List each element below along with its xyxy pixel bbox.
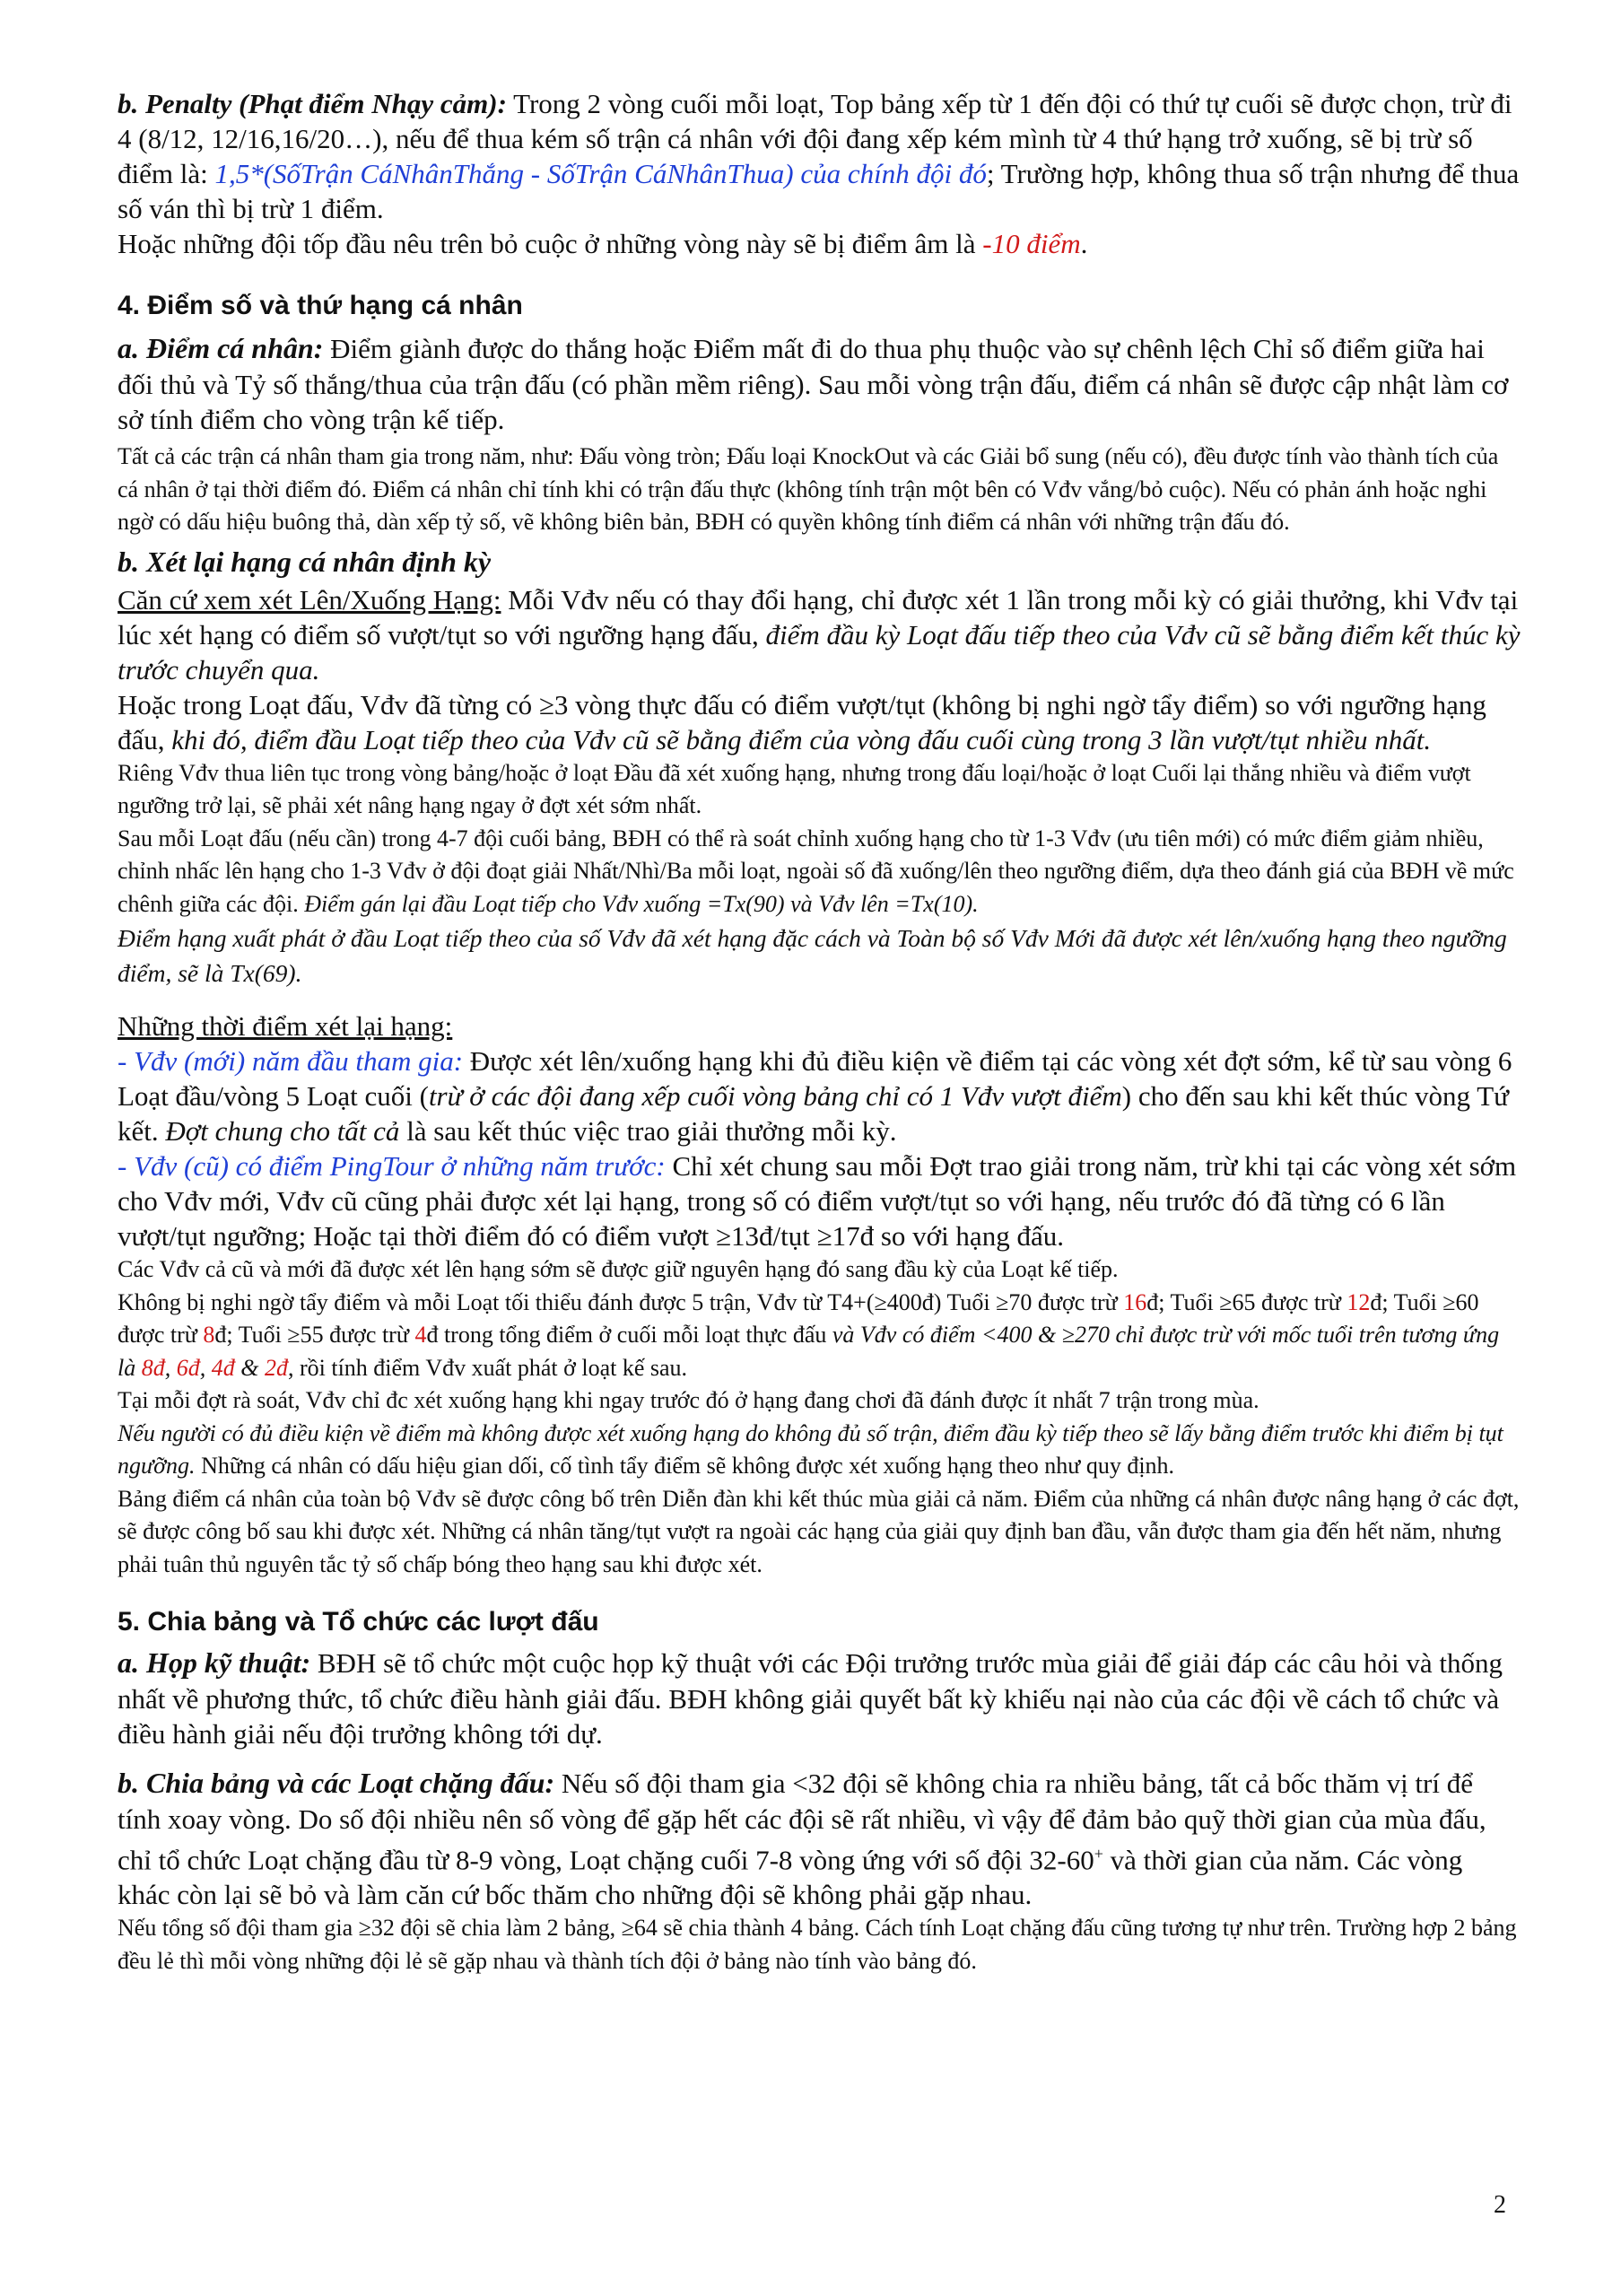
- publication-note: Bảng điểm cá nhân của toàn bộ Vđv sẽ được công bố trên Diễn đàn khi kết thúc mùa giải cả năm. Điểm của những cá nhân được nâng hạng ở các đợt, sẽ được công bố sau khi được xét. Những cá nhân tăng/tụt vượt ra ngoài các hạng của giải quy định ban đầu, vẫn được tham gia đến hết năm, nhưng phải tuân thủ nguyên tắc tỷ số chấp bóng theo hạng sau khi được xét.: [118, 1485, 1520, 1577]
- section-5-heading: 5. Chia bảng và Tổ chức các lượt đấu: [118, 1607, 599, 1637]
- age-text-f: , rồi tính điểm Vđv xuất phát ở loạt kế sau.: [287, 1354, 688, 1381]
- penalty-text-2: ; Trường hợp, không thua số trận nhưng để thua số ván thì bị trừ 1 điểm.: [118, 158, 1520, 224]
- rank-review-heading: b. Xét lại hạng cá nhân định kỳ: [118, 545, 492, 578]
- rank-basis-text: Mỗi Vđv nếu có thay đổi hạng, chỉ được xét 1 lần trong mỗi kỳ có giải thưởng, khi Vđv tại lúc xét hạng có điểm số vượt/tụt so với ngưỡng hạng đấu,: [118, 583, 1519, 650]
- tech-meeting-text: BĐH sẽ tổ chức một cuộc họp kỹ thuật với các Đội trưởng trước mùa giải để giải đáp các câu hỏi và thống nhất về phương thức, tổ chức điều hành giải đấu. BĐH không giải quyết bất kỳ khiếu nại nào của các đội về cách tổ chức và điều hành giải nếu đội trưởng không tới dự.: [118, 1647, 1503, 1750]
- review-old-player: [118, 1148, 1521, 1253]
- age-text-a: Không bị nghi ngờ tẩy điểm và mỗi Loạt tối thiểu đánh được 5 trận, Vđv từ T4+(≥400đ) Tuổi ≥70 được trừ: [118, 1288, 1124, 1315]
- page-number: 2: [1494, 2191, 1506, 2219]
- insufficient-italic: Nếu người có đủ điều kiện về điểm mà không được xét xuống hạng do không đủ số trận, điểm đầu kỳ tiếp theo sẽ lấy bằng điểm trước khi điểm bị tụt ngưỡng.: [118, 1419, 1503, 1479]
- age-text-e: đ trong tổng điểm ở cuối mỗi loạt thực đấu: [426, 1322, 832, 1348]
- personal-points-paragraph: [118, 329, 1521, 437]
- age-italic-2: ,: [164, 1354, 177, 1381]
- rank-note-3-italic: Điểm hạng xuất phát ở đầu Loạt tiếp theo của số Vđv đã xét hạng đặc cách và Toàn bộ số Vđv Mới đã được xét lên/xuống hạng theo ngưỡng điểm, sẽ là Tx(69).: [118, 924, 1507, 987]
- new-player-text: Được xét lên/xuống hạng khi đủ điều kiện về điểm tại các vòng xét đợt sớm, kể từ sau vòng 6 Loạt đầu/vòng 5 Loạt cuối (: [118, 1045, 1512, 1112]
- old-player-text: Chỉ xét chung sau mỗi Đợt trao giải trong năm, trừ khi tại các vòng xét sớm cho Vđv mới, Vđv cũ cũng phải được xét lại hạng, trong số có điểm vượt/tụt so với hạng, nếu trước đó đã từng có 6 lần vượt/tụt ngưỡng; Hoặc tại thời điểm đó có điểm vượt ≥13đ/tụt ≥17đ so với hạng đấu.: [118, 1150, 1517, 1252]
- old-player-label: Vđv (cũ) có điểm PingTour ở những năm trước:: [134, 1150, 666, 1182]
- groups-text-2: và thời gian của năm. Các vòng khác còn lại sẽ bỏ và làm căn cứ bốc thăm cho những đội sẽ không phải gặp nhau.: [118, 1844, 1463, 1911]
- penalty-paragraph: [118, 86, 1521, 226]
- new-player-italic-2: Đợt chung cho tất cả: [165, 1115, 400, 1147]
- section-4-heading: 4. Điểm số và thứ hạng cá nhân: [118, 291, 523, 320]
- dash: -: [118, 1045, 135, 1077]
- dash: -: [118, 1150, 135, 1182]
- age-italic-4: &: [234, 1354, 265, 1381]
- age-red-8: 8đ: [141, 1354, 165, 1381]
- rank-note-2: [118, 823, 1521, 921]
- penalty-text: Trong 2 vòng cuối mỗi loạt, Top bảng xếp từ 1 đến đội có thứ tự cuối sẽ được chọn, trừ đi 4 (8/12, 12/16,16/20…), nếu để thua kém số trận cá nhân với đội đang xếp kém mình từ 4 thứ hạng trở xuống, sẽ bị trừ số điểm là:: [118, 88, 1512, 189]
- tech-meeting-paragraph: [118, 1644, 1521, 1751]
- forfeit-paragraph: [118, 226, 1521, 261]
- new-player-text-3: là sau kết thúc việc trao giải thưởng mỗi kỳ.: [399, 1115, 897, 1147]
- rank-note-2-italic: Điểm gán lại đầu Loạt tiếp cho Vđv xuống =Tx(90) và Vđv lên =Tx(10).: [304, 890, 979, 917]
- age-red-4: 4đ: [211, 1354, 235, 1381]
- age-value-12: 12: [1346, 1288, 1371, 1315]
- review-new-player: [118, 1043, 1521, 1148]
- new-player-label: Vđv (mới) năm đầu tham gia:: [134, 1045, 464, 1077]
- groups-text: Nếu số đội tham gia <32 đội sẽ không chia ra nhiều bảng, tất cả bốc thăm vị trí để tính xoay vòng. Do số đội nhiều nên số vòng để gặp hết các đội sẽ rất nhiều, vì vậy để đảm bảo quỹ thời gian của mùa đấu, chỉ tổ chức Loạt chặng đầu từ 8-9 vòng, Loạt chặng cuối 7-8 vòng ứng với số đội 32-60: [118, 1768, 1486, 1876]
- penalty-formula: 1,5*(SốTrận CáNhânThắng - SốTrận CáNhânThua) của chính đội đó: [214, 158, 987, 189]
- rank-basis-paragraph-2: [118, 687, 1521, 757]
- age-value-8: 8: [203, 1322, 215, 1348]
- min-matches-note: Tại mỗi đợt rà soát, Vđv chỉ đc xét xuống hạng khi ngay trước đó ở hạng đang chơi đã đánh được ít nhất 7 trận trong mùa.: [118, 1387, 1259, 1413]
- age-text-d: đ; Tuổi ≥55 được trừ: [214, 1322, 415, 1348]
- age-red-2: 2đ: [264, 1354, 288, 1381]
- penalty-label: b. Penalty (Phạt điểm Nhạy cảm):: [118, 88, 507, 119]
- tech-meeting-label: a. Họp kỹ thuật:: [118, 1646, 311, 1679]
- groups-paragraph: [118, 1764, 1521, 1912]
- age-deduction-note: [118, 1287, 1521, 1385]
- groups-note: Nếu tổng số đội tham gia ≥32 đội sẽ chia làm 2 bảng, ≥64 sẽ chia thành 4 bảng. Cách tính Loạt chặng đấu cũng tương tự như trên. Trường hợp 2 bảng đều lẻ thì mỗi vòng những đội lẻ sẽ gặp nhau và thành tích đội ở bảng nào tính vào bảng đó.: [118, 1915, 1517, 1974]
- insufficient-matches-note: [118, 1418, 1521, 1483]
- early-upgrade-note: Các Vđv cả cũ và mới đã được xét lên hạng sớm sẽ được giữ nguyên hạng đó sang đầu kỳ của Loạt kế tiếp.: [118, 1256, 1119, 1282]
- new-player-italic: trừ ở các đội đang xếp cuối vòng bảng chỉ có 1 Vđv vượt điểm: [428, 1080, 1122, 1112]
- age-red-6: 6đ: [176, 1354, 200, 1381]
- personal-points-label: a. Điểm cá nhân:: [118, 332, 324, 364]
- age-value-16: 16: [1123, 1288, 1147, 1315]
- rank-basis-paragraph: [118, 582, 1521, 687]
- forfeit-text: Hoặc những đội tốp đầu nêu trên bỏ cuộc ở những vòng này sẽ bị điểm âm là: [118, 228, 983, 259]
- insufficient-text: Những cá nhân có dấu hiệu gian dối, cố tình tẩy điểm sẽ không được xét xuống hạng theo như quy định.: [195, 1453, 1175, 1479]
- rank-basis-label: Căn cứ xem xét Lên/Xuống Hạng:: [118, 583, 501, 615]
- new-player-text-2: ) cho đến sau khi kết thúc vòng Tứ kết.: [118, 1080, 1509, 1147]
- forfeit-end: .: [1080, 228, 1088, 259]
- personal-points-note: Tất cả các trận cá nhân tham gia trong năm, như: Đấu vòng tròn; Đấu loại KnockOut và các Giải bổ sung (nếu có), đều được tính vào thành tích của cá nhân ở tại thời điểm đó. Điểm cá nhân chỉ tính khi có trận đấu thực (không tính trận một bên có Vđv vắng/bỏ cuộc). Nếu có phản ánh hoặc nghi ngờ có dấu hiệu buông thả, dàn xếp tỷ số, vẽ không biên bản, BĐH có quyền không tính điểm cá nhân với những trận đấu đó.: [118, 443, 1499, 535]
- review-times-heading: Những thời điểm xét lại hạng:: [118, 1010, 453, 1042]
- rank-note-2-text: Sau mỗi Loạt đấu (nếu cần) trong 4-7 đội cuối bảng, BĐH có thể rà soát chỉnh xuống hạng cho từ 1-3 Vđv (ưu tiên mới) có mức điểm giảm nhiều, chỉnh nhấc lên hạng cho 1-3 Vđv ở đội đoạt giải Nhất/Nhì/Ba mỗi loạt, ngoài số đã xuống/lên theo ngưỡng điểm, dựa theo đánh giá của BĐH về mức chênh giữa các đội.: [118, 825, 1514, 917]
- rank-basis-italic: điểm đầu kỳ Loạt đấu tiếp theo của Vđv cũ sẽ bằng điểm kết thúc kỳ trước chuyển qua.: [118, 618, 1521, 685]
- groups-label: b. Chia bảng và các Loạt chặng đấu:: [118, 1767, 555, 1799]
- rank-note-3: [118, 921, 1521, 991]
- age-italic-1: và Vđv có điểm <400 & ≥270 chỉ được trừ với mốc tuổi trên tương ứng là: [118, 1322, 1500, 1381]
- rank-basis-text-2: Hoặc trong Loạt đấu, Vđv đã từng có ≥3 vòng thực đấu có điểm vượt/tụt (không bị nghi ngờ tẩy điểm) so với ngưỡng hạng đấu,: [118, 688, 1486, 755]
- groups-sup: +: [1094, 1845, 1103, 1863]
- age-italic-3: ,: [199, 1354, 212, 1381]
- age-text-c: đ; Tuổi ≥60 được trừ: [118, 1288, 1479, 1348]
- age-value-4: 4: [414, 1322, 427, 1348]
- document-page: [118, 86, 1521, 1977]
- forfeit-penalty: -10 điểm: [982, 228, 1081, 259]
- personal-points-text: Điểm giành được do thắng hoặc Điểm mất đi do thua phụ thuộc vào sự chênh lệch Chỉ số điểm giữa hai đối thủ và Tỷ số thắng/thua của trận đấu (có phần mềm riêng). Sau mỗi vòng trận đấu, điểm cá nhân sẽ được cập nhật làm cơ sở tính điểm cho vòng trận kế tiếp.: [118, 333, 1509, 435]
- rank-note-1: Riêng Vđv thua liên tục trong vòng bảng/hoặc ở loạt Đầu đã xét xuống hạng, nhưng trong đấu loại/hoặc ở loạt Cuối lại thắng nhiều và điểm vượt ngưỡng trở lại, sẽ phải xét nâng hạng ngay ở đợt xét sớm nhất.: [118, 759, 1471, 818]
- rank-basis-italic-2: khi đó, điểm đầu Loạt tiếp theo của Vđv cũ sẽ bằng điểm của vòng đấu cuối cùng trong 3 lần vượt/tụt nhiều nhất.: [171, 723, 1432, 755]
- age-text-b: đ; Tuổi ≥65 được trừ: [1146, 1288, 1347, 1315]
